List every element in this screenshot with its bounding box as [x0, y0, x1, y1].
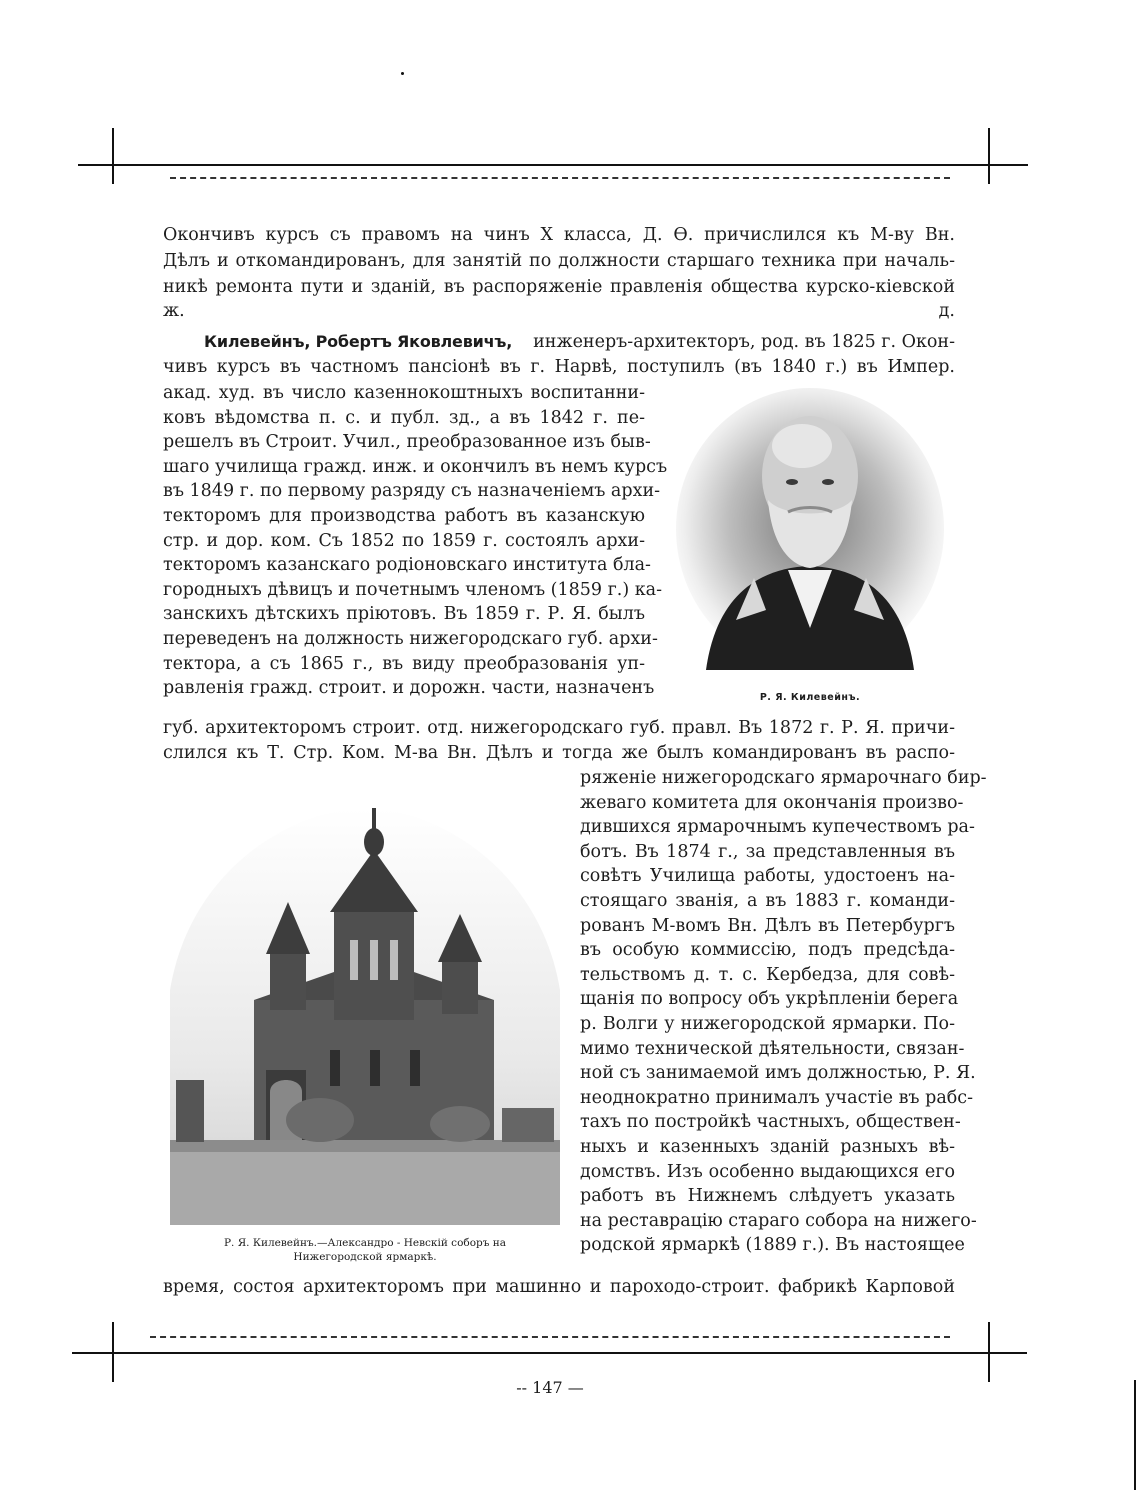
cathedral-image — [170, 790, 560, 1225]
text-line: чивъ курсъ въ частномъ пансіонѣ въ г. Нарвѣ, поступилъ (въ 1840 г.) въ Импер. — [163, 357, 955, 377]
text-line: городныхъ дѣвицъ и почетнымъ членомъ (1859 г.) ка- — [163, 579, 662, 600]
text-line: стр. и дор. ком. Съ 1852 по 1859 г. состоялъ архи- — [163, 530, 645, 551]
text-line: время, состоя архитекторомъ при машинно и пароходо-строит. фабрикѣ Карповой — [163, 1277, 955, 1297]
text-line: ряженіе нижегородскаго ярмарочнаго бир- — [580, 768, 987, 788]
text-line: р. Волги у нижегородской ярмарки. По- — [580, 1013, 955, 1034]
text-line: ковъ вѣдомства п. с. и публ. зд., а въ 1842 г. пе- — [163, 407, 645, 428]
text-line: акад. худ. въ число казеннокоштныхъ воспитанни- — [163, 383, 645, 403]
text-line: слился къ Т. Стр. Ком. М-ва Вн. Дѣлъ и тогда же былъ командированъ въ распо- — [163, 742, 955, 763]
cathedral-caption-line: Нижегородской ярмаркѣ. — [293, 1251, 437, 1263]
right-column-text — [580, 767, 987, 1259]
entry-second-line — [163, 356, 955, 381]
text-line: тахъ по постройкѣ частныхъ, обществен- — [580, 1112, 961, 1133]
cathedral-caption-line: Р. Я. Килевейнъ.—Александро - Невскій соборъ на — [223, 1237, 507, 1249]
left-column-text — [163, 382, 668, 702]
entry-first-line-rest: инженеръ-архитекторъ, род. въ 1825 г. Окон- — [533, 332, 955, 352]
bottom-dashed-rule — [150, 1336, 950, 1338]
text-line: щанія по вопросу объ укрѣпленіи берега — [580, 989, 959, 1010]
text-line: домствъ. Изъ особенно выдающихся его — [580, 1161, 955, 1182]
text-line: Дѣлъ и откомандированъ, для занятій по должности старшаго техника при началь- — [163, 251, 955, 271]
text-line: тельствомъ д. т. с. Кербедза, для совѣ- — [580, 964, 955, 985]
speck — [401, 72, 404, 75]
entry-first-line — [204, 330, 955, 355]
top-dashed-rule — [170, 177, 950, 179]
text-line: ной съ занимаемой имъ должностью, Р. Я. — [580, 1063, 976, 1084]
page-number: -- 147 — — [516, 1378, 584, 1397]
text-line: ботъ. Въ 1874 г., за представленныя въ — [580, 841, 955, 862]
right-edge-mark — [1134, 1380, 1136, 1490]
text-line: въ 1849 г. по первому разряду съ назначеніемъ архи- — [163, 481, 661, 502]
text-line: переведенъ на должность нижегородскаго губ. архи- — [163, 628, 658, 649]
text-line: ныхъ и казенныхъ зданій разныхъ вѣ- — [580, 1136, 955, 1157]
text-line: равленія гражд. строит. и дорожн. части, назначенъ — [163, 678, 655, 699]
text-line: работъ въ Нижнемъ слѣдуетъ указать — [580, 1186, 955, 1207]
text-line: совѣтъ Училища работы, удостоенъ на- — [580, 866, 955, 887]
bottom-horizontal-rule — [72, 1352, 1027, 1354]
text-line: шаго училища гражд. инж. и окончилъ въ немъ курсъ — [163, 456, 668, 477]
text-line: жеваго комитета для окончанія произво- — [580, 792, 964, 813]
text-line: губ. архитекторомъ строит. отд. нижегородскаго губ. правл. Въ 1872 г. Р. Я. причи- — [163, 718, 955, 738]
right-vertical-rule-top — [988, 128, 990, 184]
top-horizontal-rule — [78, 164, 1028, 166]
cathedral-caption — [170, 1236, 560, 1264]
text-line: никѣ ремонта пути и зданій, въ распоряженіе правленія общества курско-кіевской ж. д. — [163, 277, 955, 321]
opening-paragraph — [163, 224, 955, 321]
last-line — [163, 1276, 955, 1301]
portrait-caption: Р. Я. Килевейнъ. — [759, 692, 861, 703]
text-line: текторомъ казанскаго родіоновскаго института бла- — [163, 555, 651, 576]
portrait-image — [676, 388, 944, 670]
text-line: текторa, а съ 1865 г., въ виду преобразованія уп- — [163, 653, 645, 674]
text-line: неоднократно принималъ участіе въ рабс- — [580, 1087, 973, 1108]
text-line: Окончивъ курсъ съ правомъ на чинъ X класса, Д. Ѳ. причислился къ М-ву Вн. — [163, 225, 955, 245]
text-line: текторомъ для производства работъ въ казанскую — [163, 505, 645, 526]
text-line: дившихся ярмарочнымъ купечествомъ ра- — [580, 817, 975, 838]
text-line: решелъ въ Строит. Учил., преобразованное изъ быв- — [163, 432, 651, 453]
left-vertical-rule-top — [112, 128, 114, 184]
text-line: родской ярмаркѣ (1889 г.). Въ настоящее — [580, 1235, 965, 1256]
text-line: занскихъ дѣтскихъ пріютовъ. Въ 1859 г. Р. Я. былъ — [163, 604, 645, 625]
text-line: въ особую коммиссію, подъ предсѣда- — [580, 940, 955, 961]
mid-full-lines — [163, 717, 955, 766]
entry-name: Килевейнъ, Робертъ Яковлевичъ, — [204, 332, 513, 351]
text-line: мимо технической дѣятельности, связан- — [580, 1038, 965, 1059]
text-line: на реставрацію стараго собора на нижего- — [580, 1210, 977, 1231]
text-line: стоящаго званія, а въ 1883 г. команди- — [580, 890, 955, 911]
text-line: рованъ М-вомъ Вн. Дѣлъ въ Петербургъ — [580, 915, 955, 936]
